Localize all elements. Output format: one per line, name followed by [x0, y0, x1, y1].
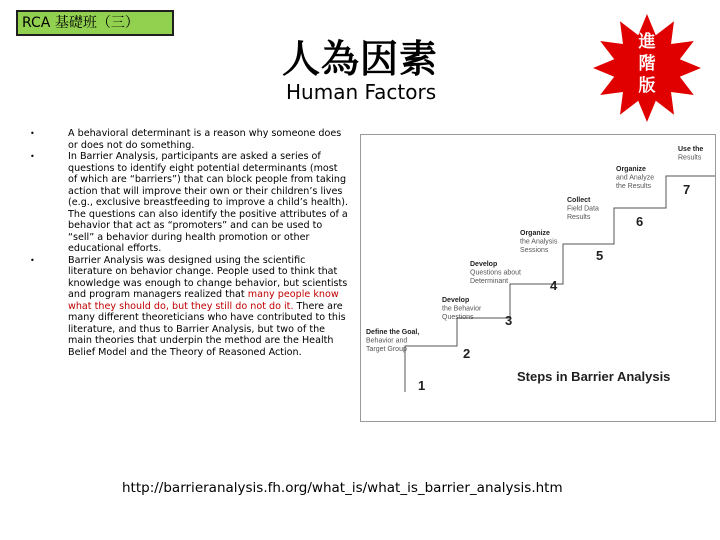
step-label: and Analyze	[616, 174, 655, 182]
badge-label	[636, 31, 658, 97]
step-label: Sessions	[520, 247, 549, 254]
step-label: Organize	[520, 230, 550, 237]
highlighted-text: many people know what they should do, but they still do not do it.	[68, 289, 339, 312]
step-label: Field Data	[567, 205, 599, 213]
step-label: the Results	[616, 183, 652, 190]
step-label: the Analysis	[520, 238, 558, 246]
bullet-item	[30, 151, 348, 255]
bullet-text: There are many different theoreticians who have contributed to this literature, and thus to Barrier Analysis, but two of the main theories that underpin the method are the Health Belief Model and the Theory of Reasoned Action.	[68, 300, 346, 358]
step-label: Results	[567, 214, 591, 221]
step-label: Use the	[678, 146, 704, 153]
barrier-analysis-steps-diagram	[360, 134, 716, 422]
step-label: Organize	[616, 166, 646, 173]
page-title-english: Human Factors	[286, 80, 437, 104]
bullet-item	[30, 128, 348, 151]
bullet-text: Barrier Analysis was designed using the scientific literature on behavior change. People used to think that knowledge was enough to change behavior, but scientists and program managers realized that	[68, 254, 348, 300]
badge-char: 進	[638, 32, 656, 52]
source-url[interactable]: http://barrieranalysis.fh.org/what_is/what_is_barrier_analysis.htm	[122, 480, 563, 496]
bullet-text: A behavioral determinant is a reason why someone does or does not do something.	[68, 128, 342, 151]
step-number: 5	[596, 248, 604, 263]
bullet-list	[30, 128, 348, 358]
bullet-text: In Barrier Analysis, participants are asked a series of questions to identify eight potential determinants (most of which are “barriers”) that can block people from taking action that will improve their own or their children’s lives (e.g., exclusive breastfeeding to improve a child’s health). The questions can also identify the positive attributes of a behavior that act as “promoters” and can be used to “sell” a behavior during health promotion or other educational efforts.	[68, 151, 348, 254]
step-label: Define the Goal,	[366, 329, 420, 336]
step-label: Collect	[567, 197, 591, 204]
diagram-title: Steps in Barrier Analysis	[517, 369, 671, 384]
step-number: 7	[683, 182, 691, 197]
course-tag: RCA 基礎班（三）	[16, 10, 174, 36]
step-number: 1	[418, 378, 426, 393]
bullet-item	[30, 255, 348, 359]
step-label: Behavior and	[366, 337, 408, 345]
step-label: Develop	[442, 297, 470, 304]
step-label: Target Group	[366, 346, 407, 353]
step-label: the Behavior	[442, 305, 482, 313]
page-title-chinese: 人為因素	[282, 37, 439, 81]
step-label: Questions	[442, 314, 474, 321]
step-label: Determinant	[470, 278, 509, 285]
step-label: Develop	[470, 261, 498, 268]
badge-char: 階	[638, 54, 656, 74]
step-number: 4	[550, 278, 558, 293]
step-label: Questions about	[470, 269, 521, 277]
step-number: 2	[463, 346, 471, 361]
step-number: 3	[505, 313, 513, 328]
badge-char: 版	[638, 76, 656, 96]
step-number: 6	[636, 214, 644, 229]
step-label: Results	[678, 154, 702, 162]
